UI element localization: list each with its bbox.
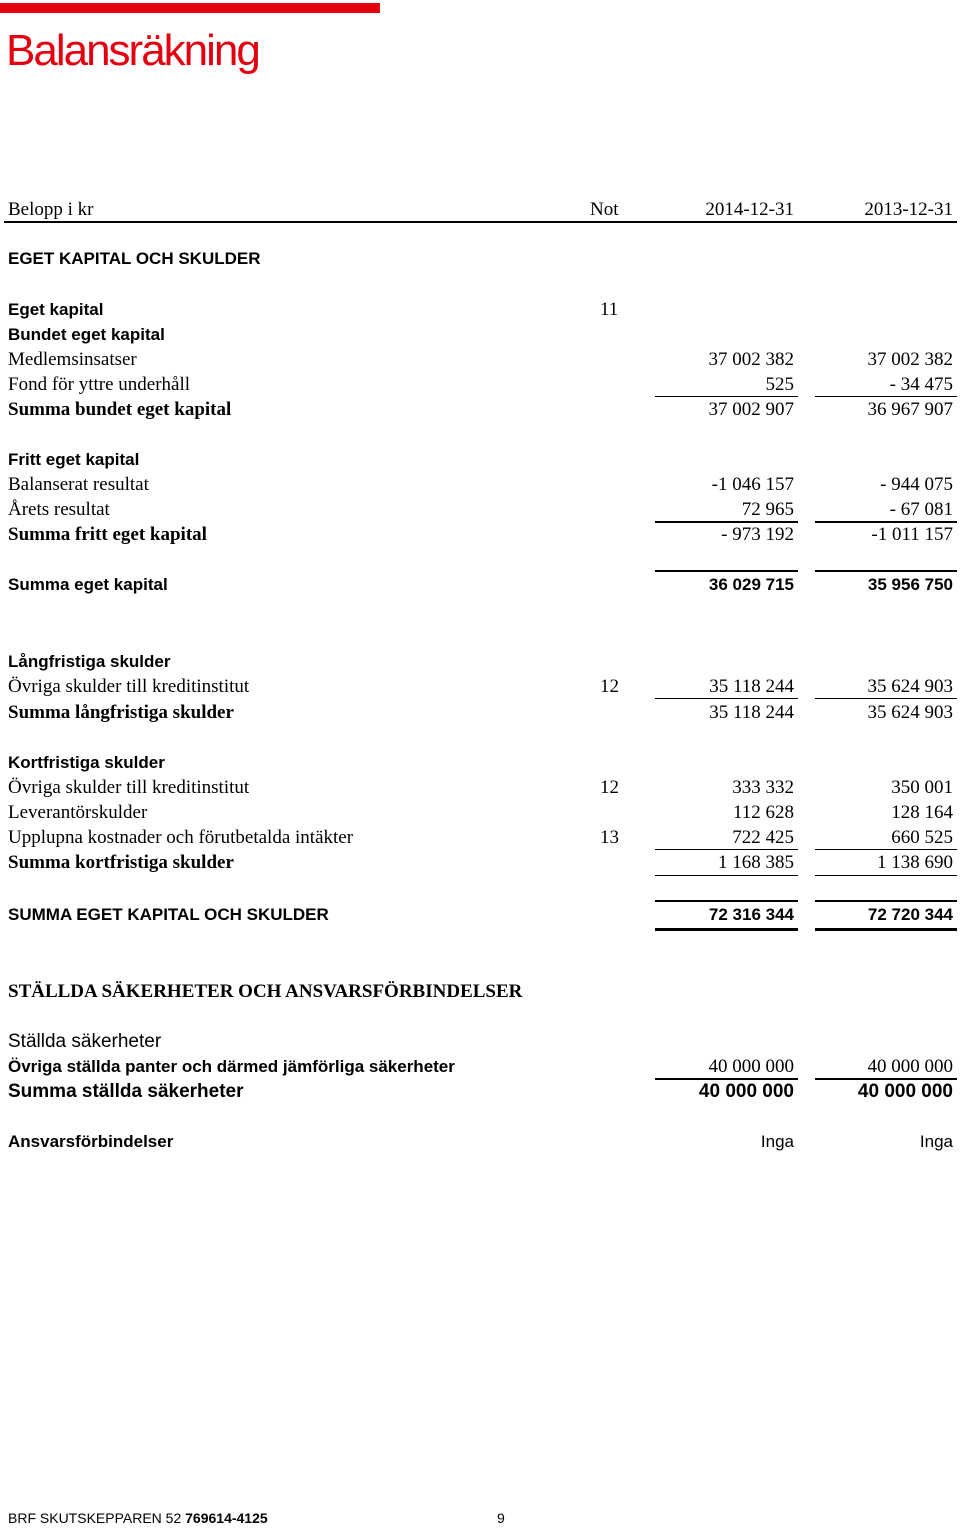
row-value-2014: 40 000 000 xyxy=(698,1081,794,1102)
table-row xyxy=(0,801,960,825)
row-label: Leverantörskulder xyxy=(8,802,148,823)
row-label: SUMMA EGET KAPITAL OCH SKULDER xyxy=(8,905,329,924)
row-note: 11 xyxy=(600,299,619,320)
sum-rule xyxy=(815,849,957,850)
sum-rule xyxy=(815,570,957,572)
row-value-2013: - 944 075 xyxy=(880,474,953,495)
sum-rule xyxy=(655,396,798,397)
row-value-2014: 35 118 244 xyxy=(709,676,794,697)
header-label: Belopp i kr xyxy=(8,199,94,220)
sum-rule xyxy=(655,900,798,902)
row-label: Summa långfristiga skulder xyxy=(8,702,234,723)
table-row xyxy=(0,373,960,397)
row-label: Summa fritt eget kapital xyxy=(8,524,207,545)
row-label: Medlemsinsatser xyxy=(8,349,137,370)
sum-rule xyxy=(655,875,798,876)
sum-rule xyxy=(815,396,957,397)
row-label: Bundet eget kapital xyxy=(8,325,165,344)
footer-org-name: BRF SKUTSKEPPAREN 52 xyxy=(8,1510,182,1526)
table-row xyxy=(0,1055,960,1079)
row-value-2013: - 67 081 xyxy=(889,499,953,520)
section-heading xyxy=(0,980,960,1004)
row-value-2014: 333 332 xyxy=(732,777,794,798)
row-label: Upplupna kostnader och förutbetalda intäkter xyxy=(8,827,354,848)
table-row xyxy=(0,701,960,725)
sum-rule xyxy=(655,698,798,699)
row-value-2013: 37 002 382 xyxy=(867,349,953,370)
row-value-2013: 35 624 903 xyxy=(867,676,953,697)
sum-rule xyxy=(815,875,957,876)
row-value-2014: 40 000 000 xyxy=(708,1056,794,1077)
row-value-2014: 37 002 382 xyxy=(708,349,794,370)
table-row xyxy=(0,776,960,800)
row-label: Eget kapital xyxy=(8,300,104,319)
row-label: Fritt eget kapital xyxy=(8,450,140,469)
row-value-2013: Inga xyxy=(919,1132,953,1151)
row-value-2014: 112 628 xyxy=(732,802,794,823)
row-note: 12 xyxy=(600,777,619,798)
table-row xyxy=(0,751,960,775)
row-value-2013: - 34 475 xyxy=(889,374,953,395)
row-value-2013: 40 000 000 xyxy=(867,1056,953,1077)
row-value-2013: 72 720 344 xyxy=(867,905,953,924)
table-row xyxy=(0,448,960,472)
row-label: Summa eget kapital xyxy=(8,575,168,594)
section-heading xyxy=(0,247,960,271)
row-label: Övriga ställda panter och därmed jämförliga säkerheter xyxy=(8,1057,455,1076)
table-row xyxy=(0,298,960,322)
table-row xyxy=(0,675,960,699)
table-header xyxy=(0,198,960,222)
table-row xyxy=(0,1130,960,1154)
row-label: Ansvarsförbindelser xyxy=(8,1132,174,1151)
row-value-2014: 72 965 xyxy=(741,499,794,520)
row-value-2013: -1 011 157 xyxy=(871,524,953,545)
total-double-rule xyxy=(655,928,798,931)
table-row xyxy=(0,826,960,850)
sum-rule xyxy=(815,698,957,699)
header-rule xyxy=(4,221,957,223)
table-row xyxy=(0,1030,960,1054)
row-label: Långfristiga skulder xyxy=(8,652,171,671)
row-value-2013: 1 138 690 xyxy=(877,852,953,873)
row-value-2014: 36 029 715 xyxy=(708,575,794,594)
row-value-2014: 525 xyxy=(765,374,794,395)
table-row xyxy=(0,398,960,422)
table-row xyxy=(0,650,960,674)
row-value-2013: 350 001 xyxy=(891,777,953,798)
sum-rule xyxy=(815,900,957,902)
section-stallda-label: STÄLLDA SÄKERHETER OCH ANSVARSFÖRBINDELSER xyxy=(8,981,523,1002)
header-accent-bar xyxy=(0,3,380,13)
row-label: Ställda säkerheter xyxy=(8,1031,162,1052)
row-value-2014: - 973 192 xyxy=(721,524,794,545)
row-label: Årets resultat xyxy=(8,499,110,520)
row-label: Övriga skulder till kreditinstitut xyxy=(8,676,250,697)
row-label: Summa kortfristiga skulder xyxy=(8,852,234,873)
row-label: Kortfristiga skulder xyxy=(8,753,165,772)
row-value-2013: 660 525 xyxy=(891,827,953,848)
row-value-2014: 72 316 344 xyxy=(708,905,794,924)
row-label: Fond för yttre underhåll xyxy=(8,374,191,395)
row-note: 13 xyxy=(600,827,619,848)
sum-rule xyxy=(655,849,798,850)
row-value-2014: 1 168 385 xyxy=(718,852,794,873)
table-row xyxy=(0,348,960,372)
page-number: 9 xyxy=(497,1510,505,1526)
row-label: Summa bundet eget kapital xyxy=(8,399,232,420)
table-row xyxy=(0,523,960,547)
row-value-2014: 37 002 907 xyxy=(708,399,794,420)
row-note: 12 xyxy=(600,676,619,697)
total-double-rule xyxy=(815,928,957,931)
table-row xyxy=(0,473,960,497)
header-col2: 2013-12-31 xyxy=(864,199,953,220)
row-label: Balanserat resultat xyxy=(8,474,149,495)
footer-org-number: 769614-4125 xyxy=(185,1510,268,1526)
table-row xyxy=(0,573,960,597)
row-value-2013: 35 624 903 xyxy=(867,702,953,723)
row-value-2013: 36 967 907 xyxy=(867,399,953,420)
sum-rule xyxy=(655,570,798,572)
page-title: Balansräkning xyxy=(6,26,259,75)
header-note: Not xyxy=(590,199,619,220)
row-value-2013: 128 164 xyxy=(891,802,953,823)
row-value-2013: 35 956 750 xyxy=(867,575,953,594)
row-value-2014: 35 118 244 xyxy=(709,702,794,723)
row-label: Summa ställda säkerheter xyxy=(8,1081,244,1102)
row-value-2014: -1 046 157 xyxy=(711,474,794,495)
table-row xyxy=(0,323,960,347)
table-row xyxy=(0,498,960,522)
table-row xyxy=(0,1080,960,1104)
row-value-2014: 722 425 xyxy=(732,827,794,848)
row-label: Övriga skulder till kreditinstitut xyxy=(8,777,250,798)
row-value-2013: 40 000 000 xyxy=(857,1081,953,1102)
footer-org xyxy=(8,1510,268,1526)
row-value-2014: Inga xyxy=(760,1132,794,1151)
section-main-label: EGET KAPITAL OCH SKULDER xyxy=(8,249,261,268)
header-col1: 2014-12-31 xyxy=(705,199,794,220)
table-row xyxy=(0,851,960,875)
table-row xyxy=(0,903,960,927)
